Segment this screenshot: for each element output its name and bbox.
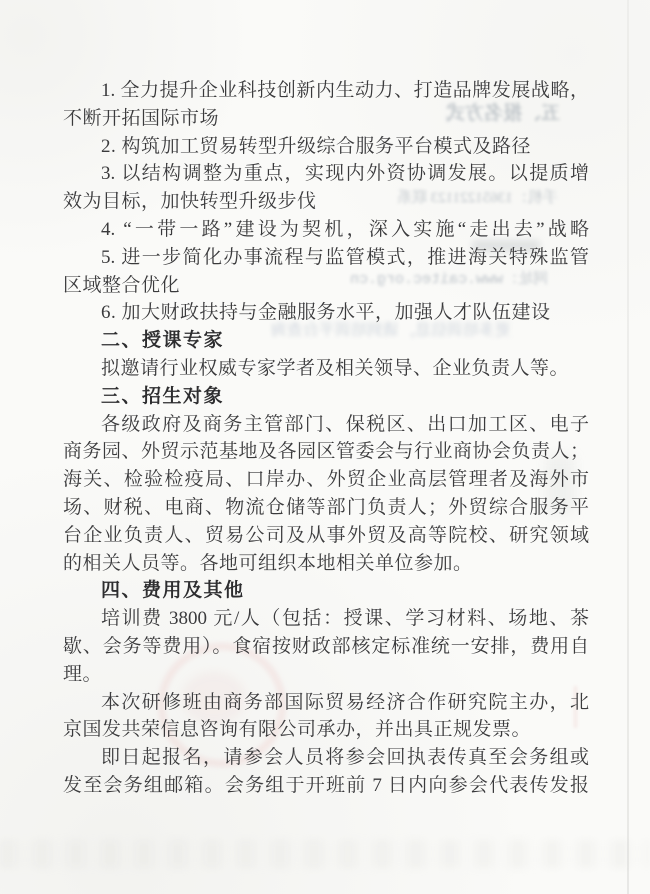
- bleedthrough-text-4: 更多培训信息，请到培训平台查询: [271, 322, 512, 339]
- doc-line: 发至会务组邮箱。会务组于开班前 7 日内向参会代表传发报: [63, 774, 589, 796]
- doc-line: 京国发共荣信息咨询有限公司承办，并出具正规发票。: [63, 719, 532, 741]
- bleedthrough-text-1: 五、报名方式: [446, 103, 561, 124]
- doc-line: 2. 构筑加工贸易转型升级综合服务平台模式及路径: [101, 135, 532, 157]
- document-body: [63, 77, 589, 800]
- doc-line: 培训费 3800 元/人（包括：授课、学习材料、场地、茶: [101, 608, 589, 630]
- doc-line: 不断开拓国际市场: [63, 107, 220, 129]
- doc-heading-fees: 四、费用及其他: [101, 580, 245, 602]
- scan-edge-line: [627, 0, 629, 894]
- doc-line: 台企业负责人、贸易公司及从事外贸及高等院校、研究领域: [63, 524, 589, 546]
- bleedthrough-text-2: 手机：13651221123 联系: [397, 190, 558, 206]
- doc-line: 效为目标，加快转型升级步伐: [63, 191, 317, 213]
- doc-line: 场、财税、电商、物流仓储等部门负责人；外贸综合服务平: [63, 496, 589, 518]
- doc-line: 各级政府及商务主管部门、保税区、出口加工区、电子: [101, 413, 589, 435]
- doc-line: 6. 加大财政扶持与金融服务水平，加强人才队伍建设: [101, 302, 551, 324]
- paper-texture-band: [0, 840, 650, 868]
- doc-line: 本次研修班由商务部国际贸易经济合作研究院主办，北: [101, 691, 589, 713]
- doc-line: 区域整合优化: [63, 274, 181, 296]
- doc-heading-lecturers: 二、授课专家: [101, 330, 225, 352]
- doc-line: 的相关人员等。各地可组织本地相关单位参加。: [63, 552, 473, 574]
- doc-line: 拟邀请行业权威专家学者及相关领导、企业负责人等。: [101, 357, 570, 379]
- doc-line: 3. 以结构调整为重点，实现内外资协调发展。以提质增: [101, 163, 589, 185]
- doc-heading-audience: 三、招生对象: [101, 385, 225, 407]
- doc-line: 即日起报名，请参会人员将参会回执表传真至会务组或: [101, 747, 589, 769]
- doc-line: 海关、检验检疫局、口岸办、外贸企业高层管理者及海外市: [63, 469, 589, 491]
- doc-line: 5. 进一步简化办事流程与监管模式，推进海关特殊监管: [101, 246, 589, 268]
- doc-line: 歇、会务等费用）。食宿按财政部核定标准统一安排，费用自: [63, 635, 589, 657]
- doc-line: 理。: [63, 663, 103, 685]
- bleedthrough-text-3: 网址：www.caitec.org.cn: [350, 271, 549, 288]
- doc-line: 商务园、外贸示范基地及各园区管委会与行业商协会负责人；: [63, 441, 589, 463]
- doc-line: 4. “一带一路”建设为契机，深入实施“走出去”战略: [101, 218, 589, 240]
- doc-line: 1. 全力提升企业科技创新内生动力、打造品牌发展战略，: [101, 80, 589, 101]
